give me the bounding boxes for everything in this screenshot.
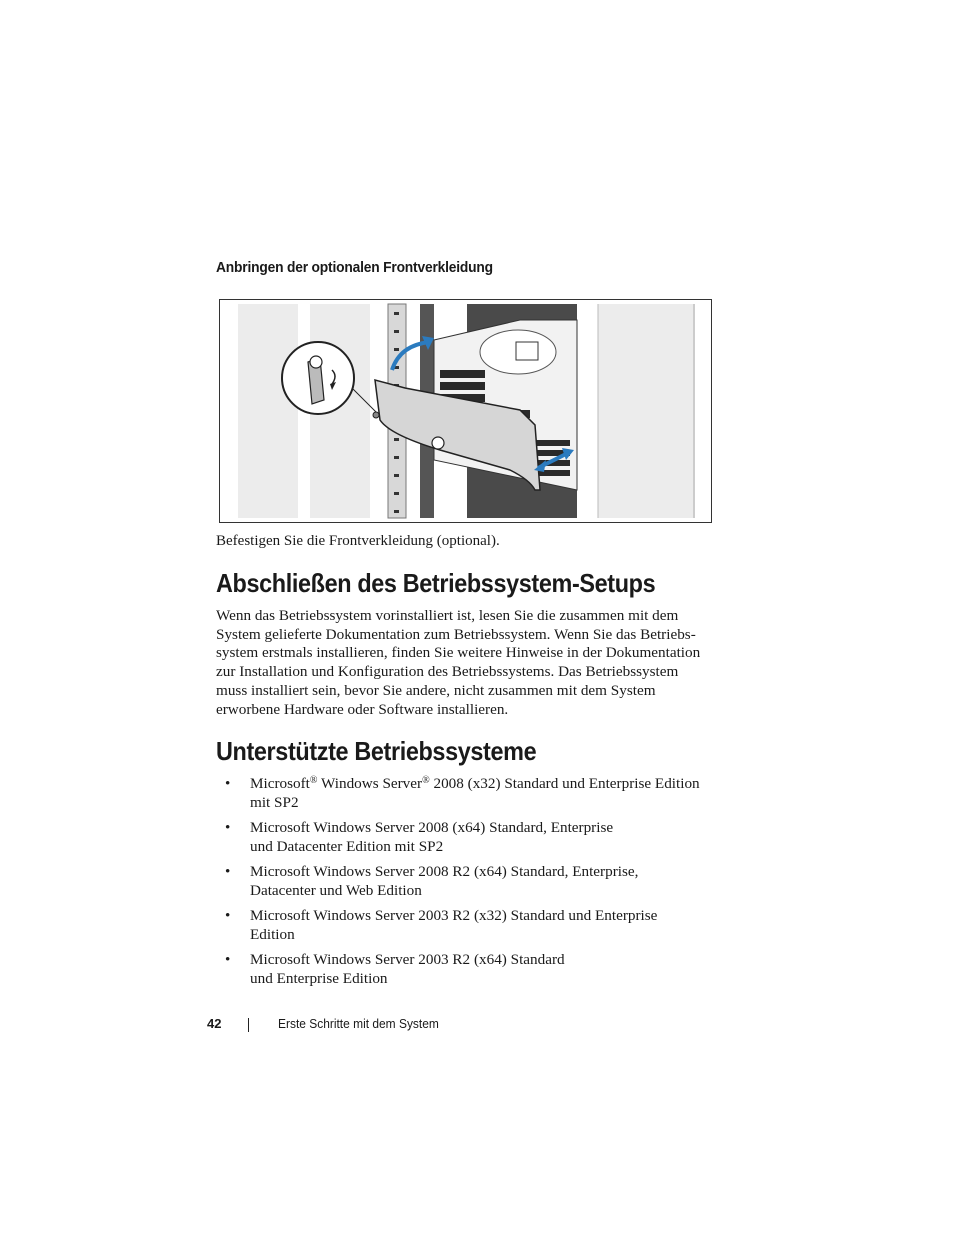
supported-os-list	[216, 774, 726, 994]
list-item	[216, 774, 726, 812]
list-item-line: und Enterprise Edition	[250, 970, 388, 987]
paragraph-line: system erstmals installieren, finden Sie weitere Hinweise in der Dokumentation	[216, 644, 701, 662]
paragraph-line: System gelieferte Dokumentation zum Betriebssystem. Wenn Sie das Betriebs-	[216, 625, 696, 643]
rack-column	[238, 304, 298, 518]
list-item-line: Microsoft Windows Server 2003 R2 (x32) Standard und Enterprise	[250, 907, 658, 924]
bullet: •	[225, 775, 231, 792]
os-setup-paragraph	[216, 607, 716, 719]
bezel-logo	[432, 437, 444, 449]
paragraph-line: muss installiert sein, bevor Sie andere, nicht zusammen mit dem System	[216, 681, 656, 699]
bezel-illustration	[219, 299, 712, 523]
paragraph-line: erworbene Hardware oder Software installieren.	[216, 700, 509, 718]
list-item-line: Datacenter und Web Edition	[250, 882, 422, 899]
rack-column	[598, 304, 693, 518]
list-item-line: Microsoft Windows Server 2008 (x64) Standard, Enterprise	[250, 819, 614, 836]
bezel-installation-drawing	[220, 300, 711, 522]
footer-separator	[248, 1018, 249, 1032]
section-heading-supported-os: Unterstützte Betriebssysteme	[216, 736, 537, 766]
list-item-line: Microsoft Windows Server 2008 R2 (x64) Standard, Enterprise,	[250, 863, 639, 880]
list-item	[216, 950, 726, 988]
paragraph-line: zur Installation und Konfiguration des Betriebssystems. Das Betriebssystem	[216, 663, 679, 681]
page-number: 42	[207, 1016, 222, 1031]
paragraph-line: Wenn das Betriebssystem vorinstalliert ist, lesen Sie die zusammen mit dem	[216, 607, 679, 624]
bullet: •	[225, 951, 231, 968]
registered-mark: ®	[422, 775, 430, 786]
bullet: •	[225, 819, 231, 836]
list-item-line: Microsoft® Windows Server® 2008 (x32) Standard und Enterprise Edition	[250, 775, 700, 792]
list-item-line: und Datacenter Edition mit SP2	[250, 838, 444, 855]
footer-section-title: Erste Schritte mit dem System	[278, 1016, 439, 1031]
list-item-line: mit SP2	[250, 794, 299, 811]
section-heading-os-setup: Abschließen des Betriebssystem-Setups	[216, 568, 656, 598]
list-item	[216, 818, 726, 856]
bullet: •	[225, 863, 231, 880]
figure-caption: Befestigen Sie die Frontverkleidung (optional).	[216, 533, 500, 549]
registered-mark: ®	[309, 775, 318, 786]
list-item	[216, 906, 726, 944]
figure-title: Anbringen der optionalen Frontverkleidung	[216, 259, 493, 276]
list-item-line: Edition	[250, 926, 295, 943]
bullet: •	[225, 907, 231, 924]
list-item-line: Microsoft Windows Server 2003 R2 (x64) Standard	[250, 951, 565, 968]
list-item	[216, 862, 726, 900]
